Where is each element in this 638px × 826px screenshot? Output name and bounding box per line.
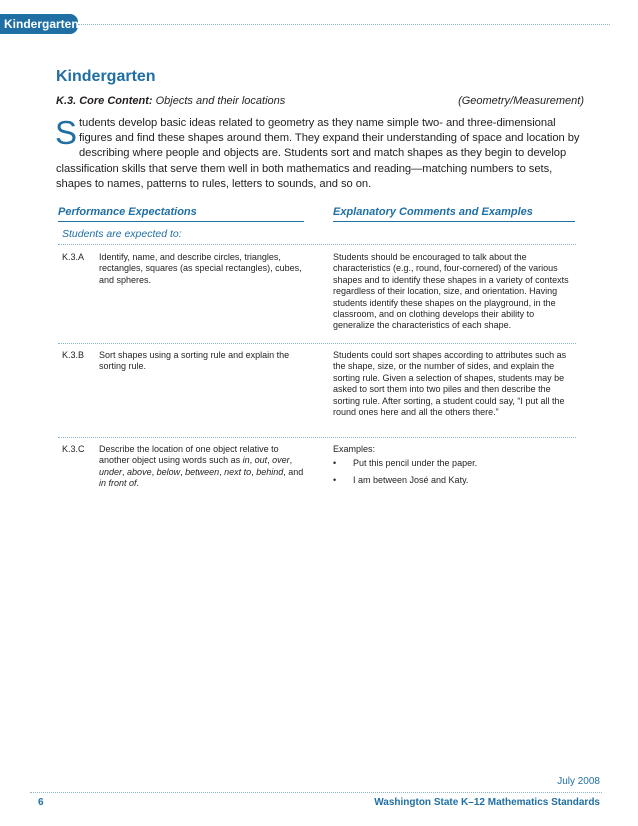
example-text: I am between José and Katy.	[353, 474, 469, 485]
pe-term: in front of	[99, 478, 137, 489]
examples-lead: Examples:	[333, 444, 376, 454]
expectation-code: K.3.B	[62, 350, 85, 360]
comment-text	[333, 444, 573, 491]
footer-title: Washington State K–12 Mathematics Standards	[374, 797, 600, 808]
pe-part: , and	[283, 466, 304, 477]
pe-term: over	[272, 455, 290, 466]
section-title: Kindergarten	[56, 68, 156, 85]
pe-part: Describe the location of one object relative to another object using words such as	[99, 444, 279, 466]
pe-term: behind	[256, 466, 284, 477]
chapter-tab: Kindergarten	[0, 14, 78, 34]
pe-part: ,	[219, 466, 225, 477]
pe-term: under	[99, 466, 123, 477]
expectation-text	[99, 444, 309, 490]
pe-term: next to	[224, 466, 252, 477]
row-rule	[58, 437, 576, 438]
bullet-icon: •	[333, 458, 337, 469]
core-content-heading	[56, 95, 285, 107]
students-expected-subheading: Students are expected to:	[62, 228, 182, 240]
footer-date: July 2008	[557, 776, 600, 787]
pe-term: in	[242, 455, 250, 466]
pe-part: ,	[267, 455, 273, 466]
expectation-text: Identify, name, and describe circles, triangles, rectangles, squares (as special rectangles), cubes, and spheres.	[99, 252, 302, 285]
core-content-title: Objects and their locations	[155, 95, 286, 107]
expectation-code: K.3.A	[62, 252, 85, 262]
performance-expectations-heading: Performance Expectations	[58, 206, 304, 222]
pe-part: ,	[289, 455, 293, 466]
subheading-rule	[58, 244, 576, 245]
bullet-icon: •	[333, 474, 337, 485]
pe-term: above	[127, 466, 152, 477]
row-rule	[58, 343, 576, 344]
expectation-text: Sort shapes using a sorting rule and explain the sorting rule.	[99, 350, 290, 372]
pe-part: ,	[251, 466, 257, 477]
header-rule	[78, 24, 610, 25]
pe-part: .	[136, 478, 140, 489]
intro-text: tudents develop basic ideas related to geometry as they name simple two- and three-dimensional figures and find these shapes around them. They expand their understanding of space and location by describing where people and objects are. Students sort and match shapes as they begin to develop classification skills that serve them well in both mathematics and reading—matching numbers to sets, shapes to names, patterns to rules, letters to sounds, and so on.	[56, 117, 580, 190]
pe-part: ,	[180, 466, 186, 477]
pe-part: ,	[249, 455, 255, 466]
pe-part: ,	[122, 466, 128, 477]
list-item	[333, 475, 573, 486]
core-content-category: (Geometry/Measurement)	[458, 95, 584, 107]
pe-part: ,	[151, 466, 157, 477]
page-number: 6	[38, 797, 44, 808]
expectation-code: K.3.C	[62, 444, 85, 454]
explanatory-comments-heading: Explanatory Comments and Examples	[333, 206, 575, 222]
pe-term: out	[254, 455, 268, 466]
intro-dropcap: S	[55, 114, 77, 151]
comment-text: Students could sort shapes according to attributes such as the shape, size, or the number of sides, and explain the sorting rule. Given a selection of shapes, students may be asked to sort them into two piles and then describe the sorting rule. After sorting, a student could say, “I put all the round ones here and all the others there.”	[333, 350, 567, 418]
examples-list	[333, 458, 573, 486]
comment-text: Students should be encouraged to talk about the characteristics (e.g., round, four-cornered) of the various shapes and to identify these shapes in a variety of contexts regardless of their location, size, and orientation. Having students identify these shapes on the playground, in the classroom, and on clothing develops their ability to generalize the characteristics of each shape.	[333, 252, 569, 331]
example-text: Put this pencil under the paper.	[353, 458, 478, 469]
core-content-prefix: K.3. Core Content:	[56, 95, 153, 107]
pe-term: below	[156, 466, 181, 477]
intro-paragraph	[56, 116, 586, 192]
list-item	[333, 458, 573, 469]
core-content-line	[56, 95, 584, 107]
pe-term: between	[185, 466, 220, 477]
footer-rule	[30, 792, 602, 793]
